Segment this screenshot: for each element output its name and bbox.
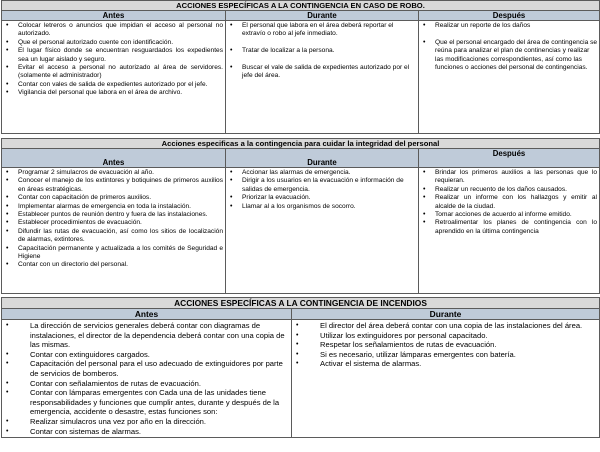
personal-antes-list (2, 168, 225, 270)
list-item: • Contar con capacitación de primeros auxilios. (18, 194, 223, 202)
robo-despues-cell (419, 21, 600, 134)
list-item: • Tomar acciones de acuerdo al informe emitido. (435, 211, 597, 219)
list-item: • Contar con extinguidores cargados. (30, 350, 289, 360)
list-item: • Utilizar los extinguidores por personal capacitado. (320, 331, 597, 341)
list-item: • Brindar los primeros auxilios a las personas que lo requieran. (435, 169, 597, 186)
list-item: • El director del área deberá contar con una copia de las instalaciones del área. (320, 321, 597, 331)
list-item: • Capacitación del personal para el uso adecuado de extinguidores por parte de servicios de bomberos. (30, 359, 289, 378)
robo-despues-list (419, 21, 599, 72)
incendios-table (1, 297, 600, 438)
robo-header-durante: Durante (226, 11, 419, 21)
personal-title: Acciones especificas a la contingencia para cuidar la integridad del personal (2, 139, 600, 149)
personal-durante-cell (226, 168, 419, 294)
incendios-header-antes: Antes (2, 309, 292, 320)
list-item: • Si es necesario, utilizar lámparas emergentes con batería. (320, 350, 597, 360)
list-item: • Capacitación permanente y actualizada a los comités de Seguridad e Higiene (18, 245, 223, 262)
list-item: • Difundir las rutas de evacuación, así como los sitios de localización de alarmas, extintores. (18, 228, 223, 245)
robo-durante-cell (226, 21, 419, 134)
list-item: • Contar con lámparas emergentes con Cada una de las unidades tiene responsabilidades y funciones que cumplir antes, durante y después de la emergencia, accidente o desastre, estas funciones son: (30, 388, 289, 417)
list-item: • Retroalimentar los planes de contingencia con lo aprendido en la última contingencia (435, 219, 597, 236)
list-item: • Establecer puntos de reunión dentro y fuera de las instalaciones. (18, 211, 223, 219)
robo-antes-list (2, 21, 225, 98)
personal-header-antes: Antes (2, 149, 226, 168)
robo-header-antes: Antes (2, 11, 226, 21)
list-item: • Que el personal autorizado cuente con identificación. (18, 39, 223, 47)
list-item: • Vigilancia del personal que labora en el área de archivo. (18, 89, 223, 97)
list-item: • Que el personal encargado del área de contingencia se reúna para analizar el plan de continencias y realizar las modificaciones correspondientes, así como las funciones o acciones del personal de contingencias. (435, 39, 597, 73)
incendios-title: ACCIONES ESPECÍFICAS A LA CONTINGENCIA DE INCENDIOS (2, 298, 600, 309)
list-item: • Accionar las alarmas de emergencia. (242, 169, 416, 177)
list-item: • Contar con un directorio del personal. (18, 261, 223, 269)
robo-header-despues: Después (419, 11, 600, 21)
list-item: • Evitar el acceso a personal no autorizado al área de servidores.(solamente el administrador) (18, 64, 223, 81)
list-item: • Respetar los señalamientos de rutas de evacuación. (320, 340, 597, 350)
personal-despues-list (419, 168, 599, 236)
personal-antes-cell (2, 168, 226, 294)
personal-header-durante: Durante (226, 149, 419, 168)
personal-despues-cell (419, 168, 600, 294)
list-item: • Programar 2 simulacros de evacuación al año. (18, 169, 223, 177)
robo-table (1, 0, 600, 134)
list-item: • Realizar simulacros una vez por año en la dirección. (30, 417, 289, 427)
incendios-header-durante: Durante (292, 309, 600, 320)
incendios-durante-list (292, 320, 599, 369)
incendios-antes-cell (2, 320, 292, 438)
list-item: • Buscar el vale de salida de expedientes autorizado por el jefe del área. (242, 64, 416, 81)
list-item: • Priorizar la evacuación. (242, 194, 416, 202)
personal-durante-list (226, 168, 418, 211)
document-page (1, 0, 599, 438)
incendios-antes-list (2, 320, 291, 436)
list-item: • Llamar al a los organismos de socorro. (242, 203, 416, 211)
list-item: • El lugar físico donde se encuentran resguardados los expedientes sea un lugar aislado y seguro. (18, 47, 223, 64)
list-item: • Establecer procedimientos de evacuación. (18, 219, 223, 227)
list-item: • Realizar un reporte de los daños (435, 22, 597, 30)
robo-antes-cell (2, 21, 226, 134)
personal-header-despues: Después (419, 149, 600, 168)
list-item: • Dirigir a los usuarios en la evacuación e información de salidas de emergencia. (242, 177, 416, 194)
incendios-durante-cell (292, 320, 600, 438)
list-item: • Contar con sistemas de alarmas. (30, 427, 289, 437)
list-item: • La dirección de servicios generales deberá contar con diagramas de instalaciones, el director de la dependencia deberá contar con una copia de las mismas. (30, 321, 289, 350)
list-item: • Implementar alarmas de emergencia en toda la instalación. (18, 203, 223, 211)
list-item: • Tratar de localizar a la persona. (242, 47, 416, 55)
robo-title: ACCIONES ESPECÍFICAS A LA CONTINGENCIA EN CASO DE ROBO. (2, 1, 600, 11)
list-item: • Conocer el manejo de los extintores y botiquines de primeros auxilios en áreas estratégicas. (18, 177, 223, 194)
list-item: • Activar el sistema de alarmas. (320, 359, 597, 369)
list-item: • Realizar un informe con los hallazgos y emitir al alcalde de la ciudad. (435, 194, 597, 211)
list-item: • El personal que labora en el área deberá reportar el extravío o robo al jefe inmediato. (242, 22, 416, 39)
list-item: • Realizar un recuento de los daños causados. (435, 186, 597, 194)
list-item: • Contar con vales de salida de expedientes autorizado por el jefe. (18, 81, 223, 89)
list-item: • Contar con señalamientos de rutas de evacuación. (30, 379, 289, 389)
personal-table (1, 138, 600, 294)
list-item: • Colocar letreros o anuncios que impidan el acceso al personal no autorizado. (18, 22, 223, 39)
robo-durante-list (226, 21, 418, 81)
